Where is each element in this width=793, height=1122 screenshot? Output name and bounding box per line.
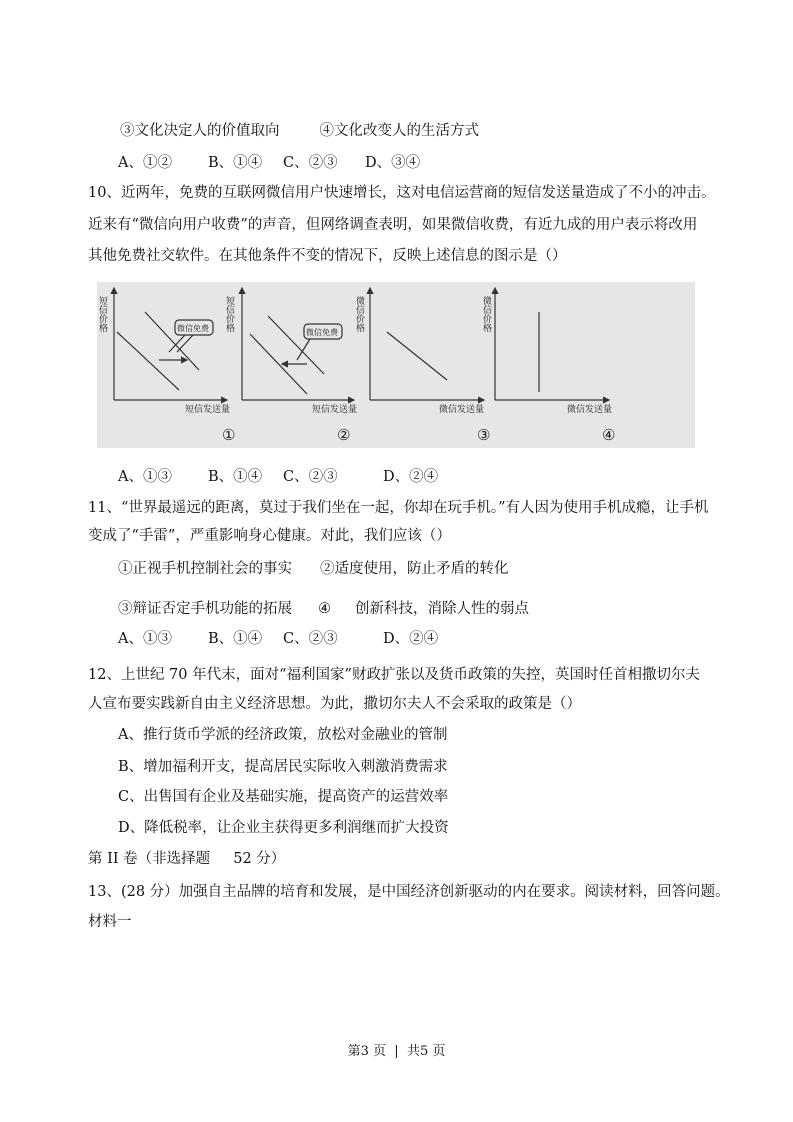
ylabel: 微信价格	[481, 296, 491, 332]
page-footer: 第3 页 | 共5 页	[347, 1044, 446, 1059]
item: ①正视手机控制社会的事实	[118, 561, 292, 577]
xlabel: 微信发送量	[439, 405, 485, 415]
ylabel: 短信价格	[224, 296, 234, 332]
q12-option: C、出售国有企业及基础实施，提高资产的运营效率	[118, 789, 449, 805]
option: C、②③	[283, 631, 338, 647]
q11-items	[118, 599, 529, 619]
option: B、①④	[208, 631, 263, 647]
option: B、①④	[208, 469, 263, 485]
xlabel: 短信发送量	[185, 405, 231, 415]
q12-line: 12、上世纪 70 年代末，面对“福利国家”财政扩张以及货币政策的失控，英国时任首相撒切尔夫	[88, 667, 700, 683]
option: C、②③	[283, 155, 338, 171]
item: ③辩证否定手机功能的拓展	[118, 601, 292, 617]
option: C、②③	[283, 469, 338, 485]
section-heading: 第 II 卷（非选择题 52 分）	[88, 851, 286, 867]
callout: 微信免费	[306, 328, 338, 337]
q12-line: 人宣布要实践新自由主义经济思想。为此，撒切尔夫人不会采取的政策是（）	[88, 696, 581, 712]
item: ④文化改变人的生活方式	[319, 123, 479, 139]
option: B、①④	[208, 155, 263, 171]
q13-material: 材料一	[88, 914, 132, 930]
item: 创新科技，消除人性的弱点	[355, 601, 529, 617]
option: A、①②	[118, 155, 172, 171]
panel-number: ②	[337, 426, 351, 444]
q11-items	[118, 559, 509, 579]
q12-option: B、增加福利开支，提高居民实际收入刺激消费需求	[118, 759, 448, 775]
panel-number: ①	[222, 426, 236, 444]
q10-figure	[97, 282, 695, 448]
q13-line: 13、(28 分）加强自主品牌的培育和发展，是中国经济创新驱动的内在要求。阅读材料，回答问题。	[88, 884, 730, 900]
q11-line: 变成了“手雷”，严重影响身心健康。对此，我们应该（）	[88, 528, 451, 544]
q10-line: 近来有“微信向用户收费”的声音，但网络调查表明，如果微信收费，有近九成的用户表示将改用	[88, 217, 698, 233]
option: A、①③	[118, 469, 172, 485]
item: ④	[318, 601, 331, 617]
option: D、②④	[383, 469, 439, 485]
xlabel: 微信发送量	[567, 405, 613, 415]
q11-line: 11、“世界最遥远的距离，莫过于我们坐在一起，你却在玩手机。”有人因为使用手机成瘾，让手机	[88, 500, 709, 516]
q10-line: 其他免费社交软件。在其他条件不变的情况下，反映上述信息的图示是（）	[88, 248, 567, 264]
q12-option: D、降低税率，让企业主获得更多利润继而扩大投资	[118, 820, 449, 836]
ylabel: 微信价格	[354, 296, 364, 332]
xlabel: 短信发送量	[312, 405, 358, 415]
callout: 微信免费	[177, 324, 209, 333]
q10-line: 10、近两年，免费的互联网微信用户快速增长，这对电信运营商的短信发送量造成了不小的冲击。	[88, 185, 716, 201]
q12-option: A、推行货币学派的经济政策，放松对金融业的管制	[118, 727, 448, 743]
item: ③文化决定人的价值取向	[120, 123, 280, 139]
option: D、③④	[365, 155, 421, 171]
q9-items	[120, 121, 479, 141]
option: D、②④	[383, 631, 439, 647]
option: A、①③	[118, 631, 172, 647]
ylabel: 短信价格	[97, 296, 107, 332]
panel-number: ③	[477, 426, 491, 444]
item: ②适度使用，防止矛盾的转化	[320, 561, 509, 577]
q10-options	[118, 467, 438, 487]
q11-options	[118, 629, 438, 649]
panel-number: ④	[602, 426, 616, 444]
q9-options	[118, 153, 420, 173]
